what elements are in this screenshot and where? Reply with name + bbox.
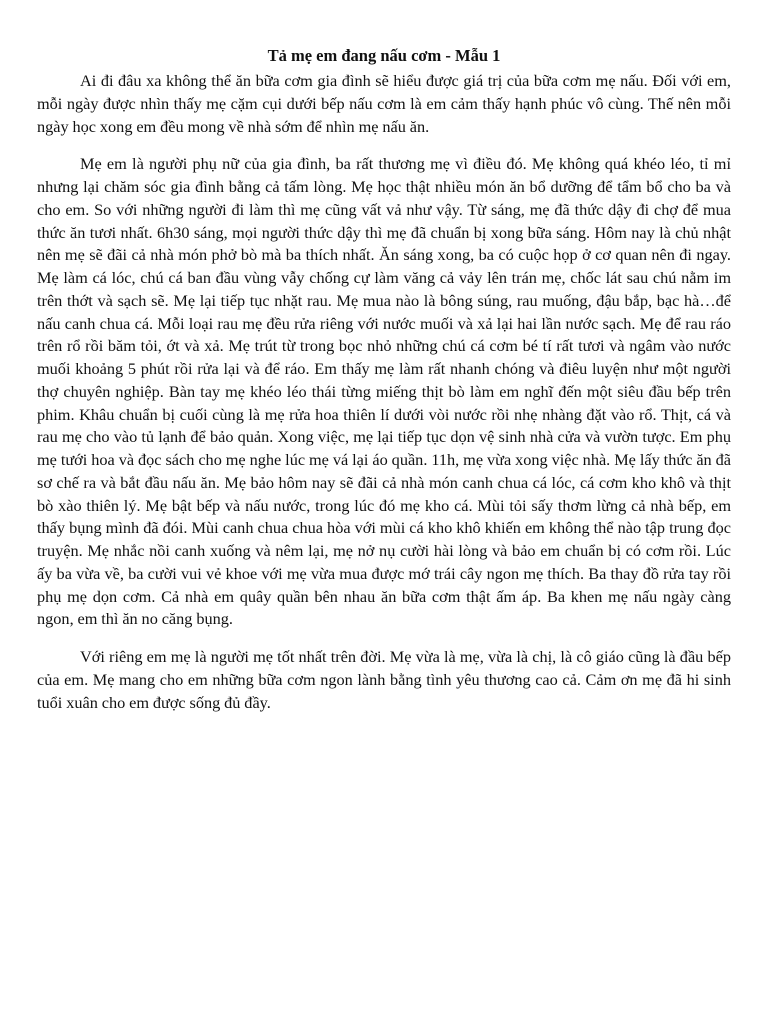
- document-body: [37, 70, 731, 714]
- paragraph-intro: Ai đi đâu xa không thể ăn bữa cơm gia đình sẽ hiểu được giá trị của bữa cơm mẹ nấu. Đối với em, mỗi ngày được nhìn thấy mẹ cặm cụi dưới bếp nấu cơm là em cảm thấy hạnh phúc vô cùng. Thế nên mỗi ngày học xong em đều mong về nhà sớm để nhìn mẹ nấu ăn.: [37, 71, 731, 136]
- paragraph-conclusion: Với riêng em mẹ là người mẹ tốt nhất trên đời. Mẹ vừa là mẹ, vừa là chị, là cô giáo cũng là đầu bếp của em. Mẹ mang cho em những bữa cơm ngon lành bằng tình yêu thương cao cả. Cảm ơn mẹ đã hi sinh tuổi xuân cho em được sống đủ đầy.: [37, 647, 731, 712]
- document-title: Tả mẹ em đang nấu cơm - Mẫu 1: [267, 46, 501, 65]
- paragraph-body: Mẹ em là người phụ nữ của gia đình, ba rất thương mẹ vì điều đó. Mẹ không quá khéo léo, tỉ mỉ nhưng lại chăm sóc gia đình bằng cả tấm lòng. Mẹ học thật nhiều món ăn bổ dưỡng để tẩm bổ cho ba và cho em. So với những người đi làm thì mẹ cũng vất vả như vậy. Từ sáng, mẹ đã thức dậy đi chợ để mua thức ăn tươi nhất. 6h30 sáng, mọi người thức dậy thì mẹ đã chuẩn bị xong bữa sáng. Hôm nay là chủ nhật nên mẹ sẽ đãi cả nhà món phở bò mà ba thích nhất. Ăn sáng xong, ba có cuộc họp ở cơ quan nên đi ngay. Mẹ làm cá lóc, chú cá ban đầu vùng vẫy chống cự làm văng cả vảy lên trán mẹ, chốc lát sau chú nằm im trên thớt và sạch sẽ. Mẹ lại tiếp tục nhặt rau. Mẹ mua nào là bông súng, rau muống, đậu bắp, bạc hà…để nấu canh chua cá. Mỗi loại rau mẹ đều rửa riêng với nước muối và xả lại hai lần nước sạch. Mẹ để rau ráo trên rổ rồi băm tỏi, ớt và xả. Mẹ trút từ trong bọc nhỏ những chú cá cơm bé tí rất tươi và ngâm vào nước muối khoảng 5 phút rồi rửa lại và để ráo. Em thấy mẹ làm rất nhanh chóng và điêu luyện như một người thợ chuyên nghiệp. Bàn tay mẹ khéo léo thái từng miếng thịt bò làm em nghĩ đến một siêu đầu bếp trên phim. Khâu chuẩn bị cuối cùng là mẹ rửa hoa thiên lí dưới vòi nước rồi nhẹ nhàng đặt vào rổ. Thịt, cá và rau mẹ cho vào tủ lạnh để bảo quản. Xong việc, mẹ lại tiếp tục dọn vệ sinh nhà cửa và vườn tược. Em phụ mẹ tưới hoa và đọc sách cho mẹ nghe lúc mẹ vá lại áo quần. 11h, mẹ vừa xong việc nhà. Mẹ lấy thức ăn đã sơ chế ra và bắt đầu nấu ăn. Mẹ bảo hôm nay sẽ đãi cả nhà món canh chua cá lóc, cá cơm kho khô và thịt bò xào thiên lý. Mẹ bật bếp và nấu nước, trong lúc đó mẹ kho cá. Mùi tỏi sấy thơm lừng cả nhà bếp, em thấy bụng mình đã đói. Mùi canh chua chua hòa với mùi cá kho khô khiến em không thể nào tập trung đọc truyện. Mẹ nhắc nồi canh xuống và nêm lại, mẹ nở nụ cười hài lòng và bảo em chuẩn bị có cơm rồi. Lúc ấy ba vừa về, ba cười vui vẻ khoe với mẹ vừa mua được mớ trái cây ngon mẹ thích. Ba thay đồ rửa tay rồi phụ mẹ dọn cơm. Cả nhà em quây quần bên nhau ăn bữa cơm thật ấm áp. Ba khen mẹ nấu ngày càng ngon, em thì ăn no căng bụng.: [37, 154, 731, 629]
